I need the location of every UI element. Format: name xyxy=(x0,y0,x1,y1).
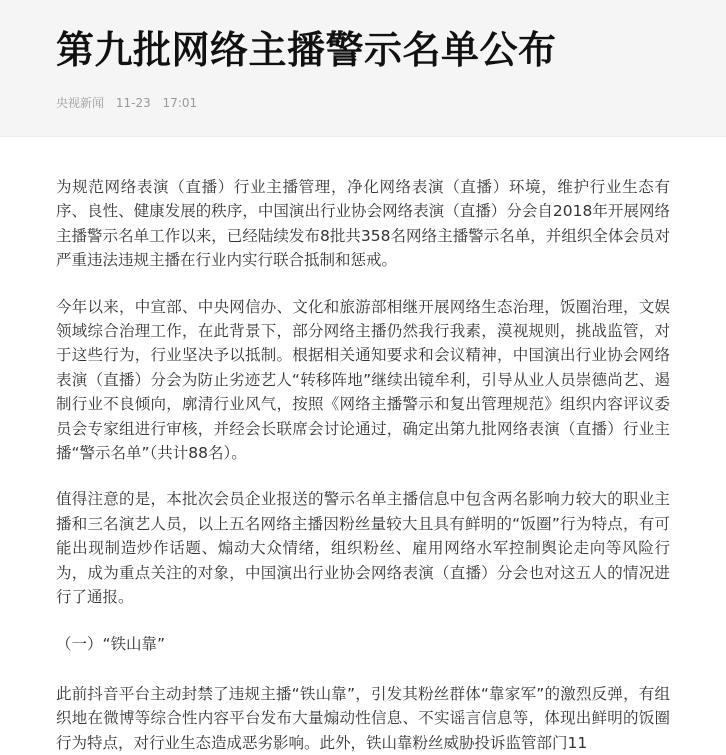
article-body xyxy=(0,137,726,755)
section-heading: （一）“铁山靠” xyxy=(56,634,166,653)
paragraph-section-1: 此前抖音平台主动封禁了违规主播“铁山靠”，引发其粉丝群体“靠家军”的激烈反弹，有组织地在微博等综合性内容平台发布大量煽动性信息、不实谣言信息等，体现出鲜明的饭圈行为特点，对行业生态造成恶劣影响。此外，铁山靠粉丝威胁投诉监管部门11 xyxy=(56,684,670,752)
article-header xyxy=(0,0,726,137)
paragraph-intro: 为规范网络表演（直播）行业主播管理，净化网络表演（直播）环境，维护行业生态有序、良性、健康发展的秩序，中国演出行业协会网络表演（直播）分会自2018年开展网络主播警示名单工作以来，已经陆续发布8批共358名网络主播警示名单，并组织全体会员对严重违法违规主播在行业内实行联合抵制和惩戒。 xyxy=(56,178,670,270)
article-meta xyxy=(56,94,670,112)
paragraph-notice: 值得注意的是，本批次会员企业报送的警示名单主播信息中包含两名影响力较大的职业主播和三名演艺人员，以上五名网络主播因粉丝量较大且具有鲜明的“饭圈”行为特点，有可能出现制造炒作话题、煽动大众情绪，组织粉丝、雇用网络水军控制舆论走向等风险行为，成为重点关注的对象，中国演出行业协会网络表演（直播）分会也对这五人的情况进行了通报。 xyxy=(56,490,670,607)
article-source: 央视新闻 xyxy=(56,96,105,110)
article-date: 11-23 xyxy=(115,96,151,110)
article-title: 第九批网络主播警示名单公布 xyxy=(56,28,557,72)
article-time: 17:01 xyxy=(162,96,198,110)
paragraph-background: 今年以来，中宣部、中央网信办、文化和旅游部相继开展网络生态治理，饭圈治理，文娱领域综合治理工作，在此背景下，部分网络主播仍然我行我素，漠视规则，挑战监管，对于这些行为，行业坚决予以抵制。根据相关通知要求和会议精神，中国演出行业协会网络表演（直播）分会为防止劣迹艺人“转移阵地”继续出镜牟利，引导从业人员崇德尚艺、遏制行业不良倾向，廓清行业风气，按照《网络主播警示和复出管理规范》组织内容评议委员会专家组进行审核，并经会长联席会讨论通过，确定出第九批网络表演（直播）行业主播“警示名单”（共计88名）。 xyxy=(56,297,670,463)
